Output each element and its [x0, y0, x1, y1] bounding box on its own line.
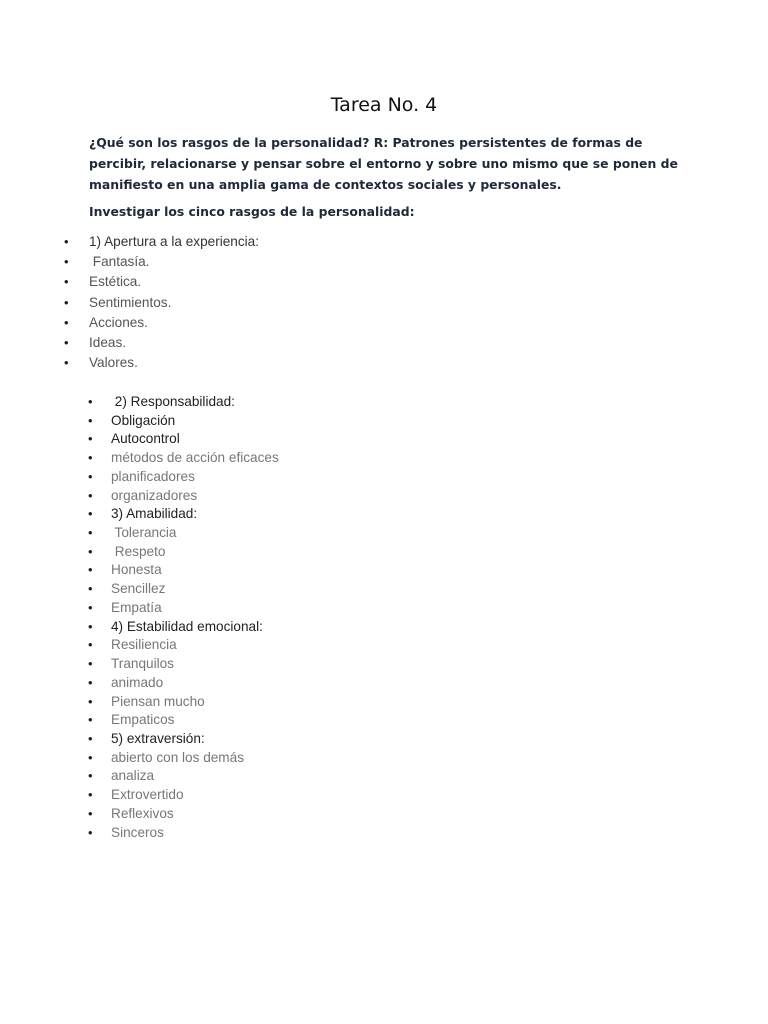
list-item: • 4) Estabilidad emocional: [0, 618, 768, 637]
list-item: • Sencillez [0, 580, 768, 599]
list-item: • Piensan mucho [0, 693, 768, 712]
list-item: • Obligación [0, 412, 768, 431]
list-item: • analiza [0, 767, 768, 786]
list-item: • Resiliencia [0, 636, 768, 655]
list-item: • Fantasía. [0, 252, 768, 272]
list-item: • Empaticos [0, 711, 768, 730]
list-item: • animado [0, 674, 768, 693]
list-item: • Respeto [0, 543, 768, 562]
list-item: • Autocontrol [0, 430, 768, 449]
list-item: • Acciones. [0, 313, 768, 333]
list-item: • Empatía [0, 599, 768, 618]
list-item: • 2) Responsabilidad: [0, 393, 768, 412]
question-paragraph: ¿Qué son los rasgos de la personalidad? R: Patrones persistentes de formas de percibir, relacionarse y pensar sobre el entorno y sobre uno mismo que se ponen de manifiesto en una amplia gama de contextos sociales y personales. [89, 135, 678, 192]
list-item: • 1) Apertura a la experiencia: [0, 232, 768, 252]
instruction-heading: Investigar los cinco rasgos de la personalidad: [89, 204, 415, 219]
list-item: • Tranquilos [0, 655, 768, 674]
list-item: • organizadores [0, 487, 768, 506]
list-item: • 5) extraversión: [0, 730, 768, 749]
list-item: • métodos de acción eficaces [0, 449, 768, 468]
list-item: • Sinceros [0, 824, 768, 843]
list-item: • Tolerancia [0, 524, 768, 543]
list-item: • Sentimientos. [0, 293, 768, 313]
list-item: • Ideas. [0, 333, 768, 353]
list-item: • 3) Amabilidad: [0, 505, 768, 524]
list-item: • Estética. [0, 272, 768, 292]
list-item: • Reflexivos [0, 805, 768, 824]
list-item: • Valores. [0, 353, 768, 373]
list-item: • Extrovertido [0, 786, 768, 805]
list-item: • planificadores [0, 468, 768, 487]
list-item: • abierto con los demás [0, 749, 768, 768]
document-title: Tarea No. 4 [330, 94, 438, 116]
personality-traits-list [0, 393, 768, 842]
openness-trait-list [0, 232, 768, 373]
list-item: • Honesta [0, 561, 768, 580]
